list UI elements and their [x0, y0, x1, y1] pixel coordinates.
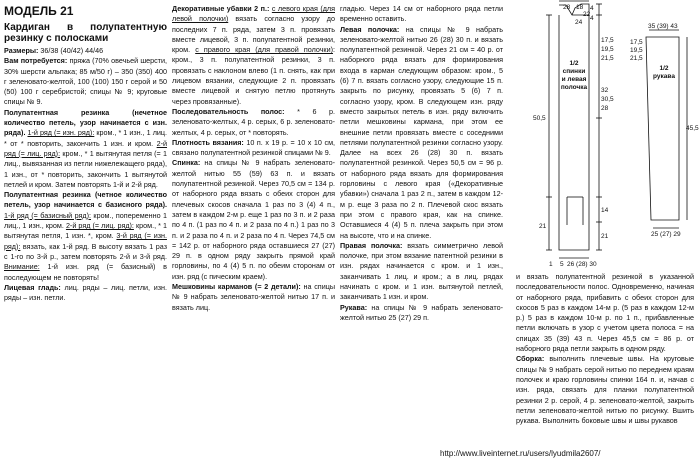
sleeve-piece-label: 1/2 рукава [653, 65, 675, 80]
density-paragraph [172, 138, 335, 159]
back-piece-label: 1/2 спинки и левая полочка [560, 60, 588, 91]
dec-text-3: : кром., 3 п. полупатентной резинки, 3 п. провязать с наклоном влево (1 п. снять, как при лицевом вязании, следующие 2 п. провязать вместе лицевой и снятую петлю протянуть через провязанные). [172, 45, 335, 106]
sleeve-continuation: и вязать полупатентной резинкой в указанной последовательности полос. Одновременно, начиная от наборного ряда, прибавить с обеих сторон для скосов 5 раз в каждом 14-м р. (5 раз в каждом 12-м р.) 5 раз в каждом 10-м р. по 1 п., прибавленные петли включать в узор с учетом цвета полоса = на спицах 35 (39) 43 п. Через 45,5 см = 86 р. от наборного ряда петли закрыть в одном ряду. [516, 272, 694, 354]
dim-r-21-5: 21,5 [601, 55, 614, 62]
half-odd-row1-label: 1-й ряд (= базисный ряд): [4, 210, 91, 220]
text-column-3 [340, 4, 503, 323]
dim-r-14: 14 [601, 207, 609, 214]
half-odd-row2-text: кром., * 1 вытянутая петля, 1 изн. *, кром. [4, 221, 167, 241]
sleeve-dim-45-5: 45,5 [686, 125, 699, 132]
sleeve-dim-bottom: 25 (27) 29 [651, 231, 681, 238]
density-text: 10 п. x 19 р. = 10 x 10 см, связано полупатентной резинкой спицами № 9. [172, 137, 336, 158]
back-paragraph [172, 158, 335, 282]
stripes-paragraph [172, 107, 335, 138]
dec-left-edge: с левого края (для левой полочки) [172, 4, 335, 24]
pattern-schematic [509, 0, 699, 272]
materials-text: пряжа (70% овечьей шерсти, 30% шерсти альпака; 85 м/50 г) – 350 (350) 400 г зеленовато-желтой, 100 (100) 150 г серой и 50 (50) 100 г серебристой; спицы № 9; круговые спицы № 9. [4, 56, 167, 107]
stripes-text: * 6 р. зеленовато-желтых, 4 р. серых, 6 р. зеленовато-желтых, 4 р. серых, от * повторять. [172, 106, 336, 137]
pocket-text: на спицы № 9 набрать зеленовато-желтой нитью 17 п. и вязать лиц. [172, 282, 335, 312]
schematic-svg [509, 0, 699, 272]
half-odd-note-text: 1-й изн. ряд (= базисный) в последующем не повторять! [4, 262, 167, 282]
dec-paragraph [172, 4, 335, 107]
model-subtitle: Кардиган в полупатентную резинку с полосками [4, 22, 167, 44]
dim-left-21: 21 [539, 223, 547, 230]
dec-label: Декоративные убавки 2 п.: [172, 4, 270, 13]
text-column-2 [172, 4, 335, 313]
dim-r-32: 32 [601, 87, 609, 94]
dim-top-24: 24 [575, 19, 583, 26]
dim-top-28: 28 [563, 4, 571, 11]
pocket-paragraph [172, 282, 335, 313]
sleeve-dim-t2: 19,5 [630, 47, 643, 54]
left-front-label: Левая полочка: [340, 24, 400, 34]
text-column-1 [4, 4, 167, 303]
left-front-paragraph [340, 25, 503, 241]
back-outline [559, 5, 589, 250]
materials-paragraph [4, 56, 167, 107]
sleeve-label-box [650, 65, 678, 95]
sleeve-dim-t3: 21,5 [630, 55, 643, 62]
sleeve-dim-t1: 17,5 [630, 39, 643, 46]
sleeve-paragraph [340, 303, 503, 324]
pocket-label: Мешковины карманов (= 2 детали): [172, 282, 301, 292]
materials-label: Вам потребуется: [4, 56, 68, 66]
half-odd-row3-text: вязать, как 1-й ряд. В высоту вязать 1 раз с 1-го по 3-й р., затем повторять 2-й и 3-й ряд. [4, 241, 167, 261]
back-label-box [560, 60, 588, 110]
half-odd-label: Полупатентная резинка (четное количество петель, узор начинается с базисного ряда). [4, 190, 167, 210]
model-title: МОДЕЛЬ 21 [4, 4, 74, 18]
half-even-paragraph [4, 108, 167, 190]
back-label: Спинка: [172, 158, 201, 168]
dim-r-30-5: 30,5 [601, 96, 614, 103]
half-even-row2-label: 2-й ряд (= лиц. ряд): [4, 138, 168, 158]
dim-r-21: 21 [601, 233, 609, 240]
sizes-value: 36/38 (40/42) 44/46 [38, 46, 104, 55]
assembly-label: Сборка: [516, 354, 545, 364]
half-odd-note-label: Внимание: [4, 262, 40, 272]
dim-bottom-1: 1 [549, 261, 553, 268]
dim-top-22: 22 [583, 11, 591, 18]
stockinette-label: Лицевая гладь: [4, 282, 61, 292]
right-front-paragraph [340, 241, 503, 303]
pocket-continuation: гладью. Через 14 см от наборного ряда петли временно оставить. [340, 4, 503, 24]
dim-r-19-5: 19,5 [601, 46, 614, 53]
half-even-label: Полупатентная резинка (нечетное количество петель, узор начинается с изн. ряда). [4, 107, 167, 138]
right-front-label: Правая полочка: [340, 240, 403, 250]
half-odd-row2-label: 2-й ряд (= лиц. ряд): [65, 221, 134, 231]
sleeve-dim-top: 35 (39) 43 [648, 23, 678, 30]
dim-bottom-5: 5 [560, 261, 564, 268]
sleeve-label: Рукава: [340, 302, 368, 312]
dim-top-18: 18 [576, 4, 584, 11]
sleeve-text: на спицы № 9 набрать зеленовато-желтой нитью 25 (27) 29 п. [340, 302, 503, 322]
dim-r-28: 28 [601, 105, 609, 112]
half-odd-paragraph [4, 190, 167, 283]
stockinette-text: лиц. ряды – лиц. петли, изн. ряды – изн. петли. [4, 282, 167, 303]
half-even-row2-text: кром., * 1 вытянутая петля (= 1 лиц., вывязанная из петли нижележащего ряда), 1 изн., от * повторить, закончить 1 вытянутой петлей и кром. Затем повторять 1-й и 2-й ряд. [4, 148, 167, 189]
assembly-text: выполнить плечевые швы. На круговые спицы № 9 набрать серой нитью по переднем краям полочек и краю горловины спинки 164 п. и, начав с изн. ряда, связать для планки полупатентной резинки 2 р. серой, 4 р. зеленовато-желтой, закрыть петли зеленовато-желтой нитью по рисунку. Вшить рукава. Выполнить боковые швы и швы рукавов [516, 354, 694, 426]
sizes-paragraph [4, 46, 167, 56]
density-label: Плотность вязания: [172, 137, 244, 147]
half-odd-row1-text: кром., попеременно 1 лиц., 1 изн., кром. [4, 210, 167, 231]
dim-bottom-26: 26 (28) 30 [567, 261, 597, 268]
dim-r-17-5: 17,5 [601, 37, 614, 44]
assembly-paragraph [516, 354, 694, 426]
text-column-4 [516, 272, 694, 426]
dim-left-50-5: 50,5 [533, 115, 546, 122]
stockinette-paragraph [4, 283, 167, 304]
stripes-label: Последовательность полос: [172, 106, 285, 116]
half-even-row1-text: кром., * 1 изн., 1 лиц. * от * повторить, закончить 1 изн. и кром. [4, 128, 168, 148]
right-front-text: вязать симметрично левой полочке, при этом вязание патентной резинки в изн. рядах начинается с кром. и 1 изн., заканчивать 1 лиц. и кром.; а в лиц. рядах начинать с кром. и 1 изн. вытянутой петлей, заканчивать 1 изн. и кром. [340, 240, 503, 302]
back-text: на спицы № 9 набрать зеленовато-желтой нитью 55 (59) 63 п. и вязать полупатентной резинкой. Через 70,5 см = 134 р. от наборного ряда вязать с обеих сторон для плечевых скосов сначала 1 раз по 3 (4) 4 п., затем в каждом 2-м р. еще 1 раз по 3 п. и 2 раза по 4 п. (1 раз по 4 п. и 2 раза по 4 п.) 1 раз по 3 п. и 2 раза по 4 п. и 2 раза по 4 п. Через 74,5 см = 142 р. от наборного ряда оставшиеся 27 (27) 29 п. в одном ряду закрыть прямой край горловины, по 4 (4) 5 п. по обеим сторонам от изн. ряд (с пическим краем). [172, 158, 335, 281]
half-odd-row3-label: 3-й ряд (= изн. ряд): [4, 231, 167, 251]
dim-top-4b: 4 [590, 15, 594, 22]
source-watermark: http://www.liveinternet.ru/users/lyudmila2607/ [440, 449, 601, 458]
dec-right-edge: с правого края (для правой полочки) [195, 45, 333, 55]
left-front-text: на спицы № 9 набрать зеленовато-желтой нитью 26 (28) 30 п. и вязать полупатентной резинкой. Через 21 см = 40 р. от наборного ряда вязать для формирования входа в карман следующим образом: кром., 5 (6) 7 п. вязать согласно узору, следующие 15 п. закрыть по рисунку, провязать 5 (6) 7 п. согласно узору, кром. В следующем изн. ряду вместо закрытых петель в изн. ряду включить петли мешковины кармана, при этом ее внешние петли провязать вместе с соседними петлями полупатентной резинки согласно узору. Далее на всех 26 (28) 30 п. вязать полупатентной резинкой. Через 50,5 см = 96 р. от наборного ряда вязать для формирования горловины с левого края («Декоративные убавки») сначала 1 раз 2 п., затем в каждом 12-м р. еще 3 раза по 2 п. Плечевой скос вязать при этом с правого края, как на спинке. Оставшиеся 4 (4) 5 п. плеча закрыть при этом на высоте, что и на спинке. [340, 24, 503, 240]
sizes-label: Размеры: [4, 46, 39, 55]
dec-text-2: вязать согласно узору до последних 7 п. ряда, затем 3 п. провязать вместе лицевой, 3 п. полупатентной резинки, кром. [172, 14, 335, 55]
dim-top-4a: 4 [590, 5, 594, 12]
half-even-row1-label: 1-й ряд (= изн. ряд): [27, 128, 95, 138]
